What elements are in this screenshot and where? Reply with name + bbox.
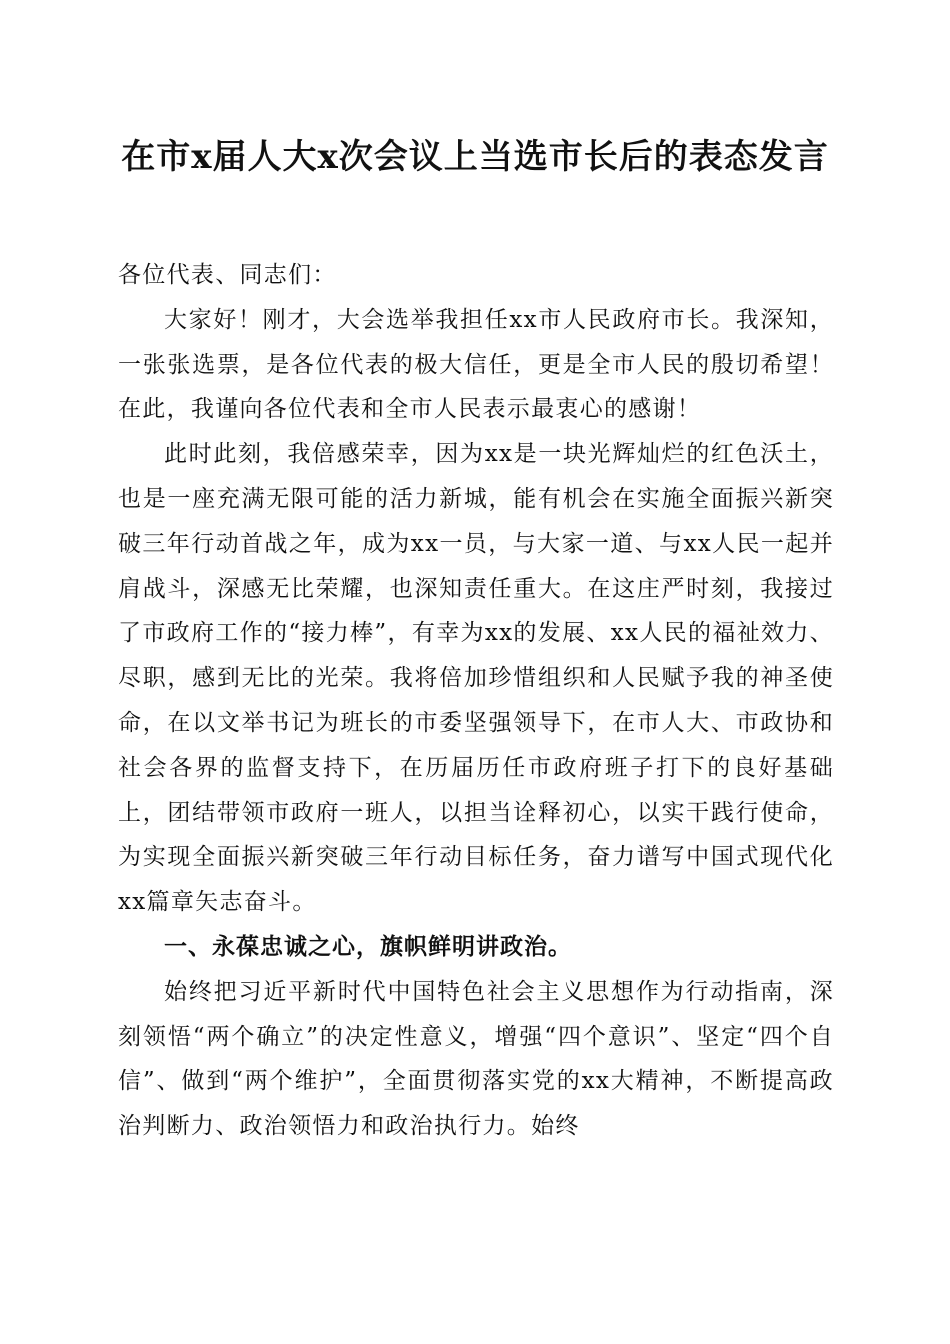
paragraph: 此时此刻，我倍感荣幸，因为xx是一块光辉灿烂的红色沃土，也是一座充满无限可能的活力新城，能有机会在实施全面振兴新突破三年行动首战之年，成为xx一员，与大家一道、与xx人民一起并肩战斗，深感无比荣耀，也深知责任重大。在这庄严时刻，我接过了市政府工作的“接力棒”，有幸为xx的发展、xx人民的福祉效力、尽职，感到无比的光荣。我将倍加珍惜组织和人民赋予我的神圣使命，在以文举书记为班长的市委坚强领导下，在市人大、市政协和社会各界的监督支持下，在历届历任市政府班子打下的良好基础上，团结带领市政府一班人，以担当诠释初心，以实干践行使命，为实现全面振兴新突破三年行动目标任务，奋力谱写中国式现代化xx篇章矢志奋斗。 xyxy=(118,441,834,916)
paragraph: 大家好！刚才，大会选举我担任xx市人民政府市长。我深知，一张张选票，是各位代表的极大信任，更是全市人民的殷切希望！在此，我谨向各位代表和全市人民表示最衷心的感谢！ xyxy=(118,306,834,423)
salutation: 各位代表、同志们： xyxy=(118,262,337,288)
document-body xyxy=(118,253,834,1149)
paragraph: 始终把习近平新时代中国特色社会主义思想作为行动指南，深刻领悟“两个确立”的决定性意义，增强“四个意识”、坚定“四个自信”、做到“两个维护”，全面贯彻落实党的xx大精神，不断提高政治判断力、政治领悟力和政治执行力。始终 xyxy=(118,978,834,1140)
document-title: 在市x届人大x次会议上当选市长后的表态发言 xyxy=(121,137,829,177)
section-heading: 一、永葆忠诚之心，旗帜鲜明讲政治。 xyxy=(164,933,572,960)
